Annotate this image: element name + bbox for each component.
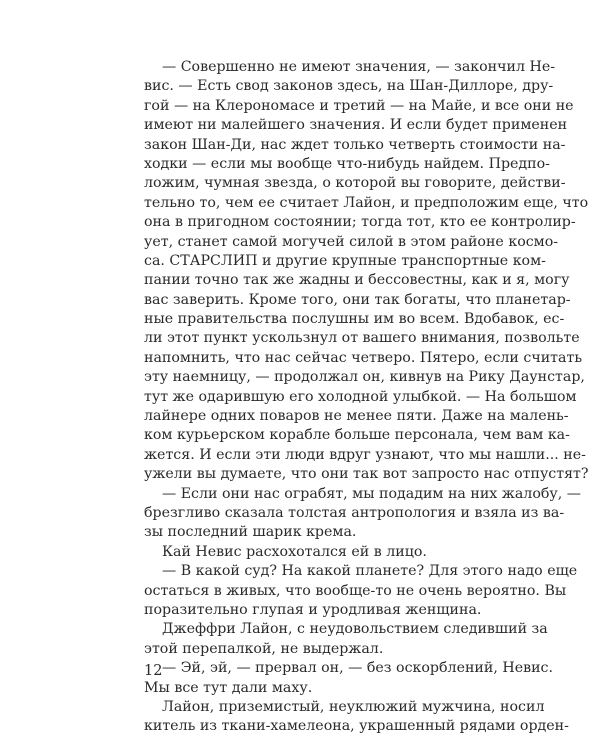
text-line: закон Шан-Ди, нас ждет только четверть стоимости на- xyxy=(144,136,566,153)
text-line: имеют ни малейшего значения. И если будет применен xyxy=(144,117,568,134)
text-line: ходки — если мы вообще что-нибудь найдем. Предпо- xyxy=(144,155,550,172)
text-line: пании точно так же жадны и бессовестны, как и я, могу xyxy=(144,272,570,289)
text-line: Лайон, приземистый, неуклюжий мужчина, носил xyxy=(162,698,545,715)
text-line: она в пригодном состоянии; тогда тот, кто ее контролир- xyxy=(144,214,576,231)
text-line: са. СТАРСЛИП и другие крупные транспортные ком- xyxy=(144,252,546,269)
text-line: этой перепалкой, не выдержал. xyxy=(144,640,384,657)
text-line: — В какой суд? На какой планете? Для этого надо еще xyxy=(162,563,578,580)
text-line: ложим, чумная звезда, о которой вы говорите, действи- xyxy=(144,175,566,192)
text-line: тельно то, чем ее считает Лайон, и предположим еще, что xyxy=(144,194,589,211)
text-line: брезгливо сказала толстая антропология и взяла из ва- xyxy=(144,504,565,521)
text-line: — Совершенно не имеют значения, — закончил Не- xyxy=(162,59,556,75)
text-line: ные правительства послушны им во всем. Вдобавок, ес- xyxy=(144,311,565,328)
text-line: Кай Невис расхохотался ей в лицо. xyxy=(162,543,427,560)
text-line: остаться в живых, что вообще-то не очень вероятно. Вы xyxy=(144,582,567,599)
text-line: китель из ткани-хамелеона, украшенный рядами орден- xyxy=(144,718,569,735)
text-line: ли этот пункт ускользнул от вашего внимания, позвольте xyxy=(144,330,580,347)
text-line: ком курьерском корабле больше персонала, чем вам ка- xyxy=(144,427,570,444)
page-number: 12 xyxy=(144,663,163,679)
body-text xyxy=(144,58,589,737)
text-line: эту наемницу, — продолжал он, кивнув на Рику Даунстар, xyxy=(144,369,585,386)
text-line: поразительно глупая и уродливая женщина. xyxy=(144,601,482,618)
text-line: Джеффри Лайон, с неудовольствием следивший за xyxy=(162,621,548,638)
text-line: — Эй, эй, — прервал он, — без оскорблений, Невис. xyxy=(162,660,554,677)
text-line: жется. И если эти люди вдруг узнают, что мы нашли... не- xyxy=(144,446,586,463)
text-line: зы последний шарик крема. xyxy=(144,524,357,541)
text-line: ужели вы думаете, что они так вот запросто нас отпустят? xyxy=(144,466,589,483)
text-line: тут же одарившую его холодной улыбкой. — На большом xyxy=(144,388,577,405)
text-line: вис. — Есть свод законов здесь, на Шан-Диллоре, дру- xyxy=(144,78,554,95)
text-line: ует, станет самой могучей силой в этом районе космо- xyxy=(144,233,559,250)
text-line: — Если они нас ограбят, мы подадим на них жалобу, — xyxy=(162,485,581,502)
text-line: вас заверить. Кроме того, они так богаты, что планетар- xyxy=(144,291,571,308)
text-line: Мы все тут дали маху. xyxy=(144,679,313,696)
text-line: лайнере одних поваров не менее пяти. Даже на малень- xyxy=(144,408,569,425)
text-line: напомнить, что нас сейчас четверо. Пятеро, если считать xyxy=(144,349,583,366)
text-line: гой — на Клерономасе и третий — на Майе, и все они не xyxy=(144,97,574,114)
